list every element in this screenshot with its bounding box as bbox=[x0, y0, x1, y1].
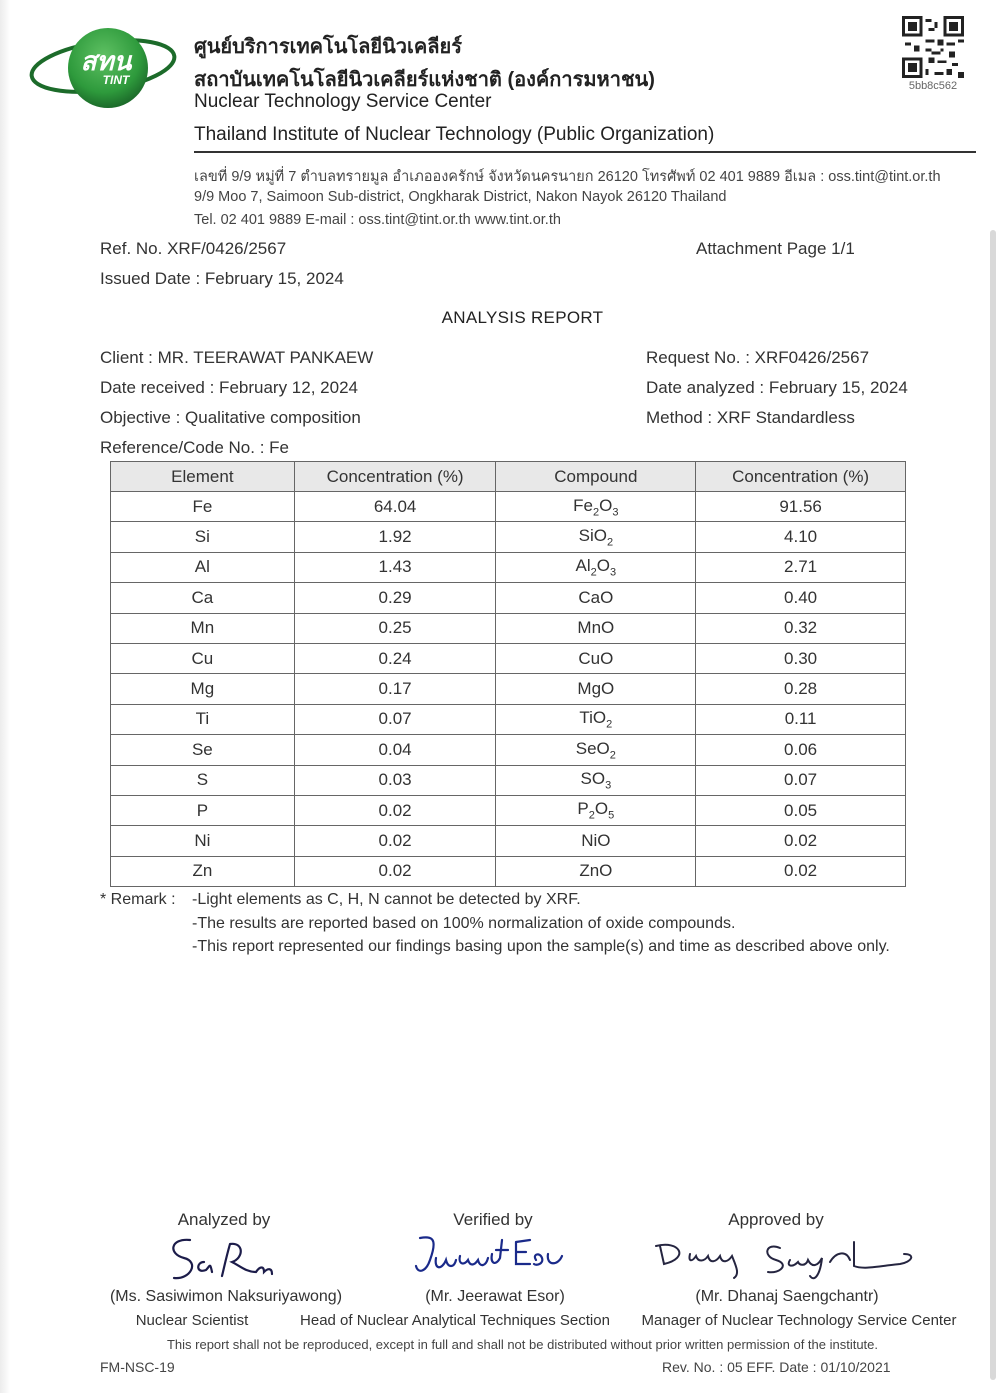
compound-cell bbox=[496, 735, 696, 765]
element-concentration-cell: 0.17 bbox=[294, 674, 496, 704]
table-row bbox=[111, 704, 906, 734]
compound-concentration-cell: 4.10 bbox=[696, 522, 906, 552]
element-cell: Fe bbox=[111, 492, 295, 522]
compound-concentration-cell: 0.05 bbox=[696, 795, 906, 825]
address-english: 9/9 Moo 7, Saimoon Sub-district, Ongkharak District, Nakon Nayok 26120 Thailand bbox=[194, 189, 727, 205]
compound-cell bbox=[496, 492, 696, 522]
compound-subscript: 2 bbox=[606, 718, 613, 731]
compound-cell bbox=[496, 856, 696, 886]
compound-formula-part: MgO bbox=[577, 679, 615, 699]
compound-formula-part: TiO bbox=[579, 708, 607, 728]
element-concentration-cell: 1.43 bbox=[294, 552, 496, 582]
compound-formula-part: CuO bbox=[578, 648, 614, 668]
element-cell: Al bbox=[111, 552, 295, 582]
table-row bbox=[111, 674, 906, 704]
compound-concentration-cell: 0.02 bbox=[696, 826, 906, 856]
reference-number: Ref. No. XRF/0426/2567 bbox=[100, 239, 287, 258]
compound-concentration-cell: 0.28 bbox=[696, 674, 906, 704]
signature-stroke bbox=[416, 1237, 562, 1270]
element-cell: Si bbox=[111, 522, 295, 552]
column-header-compound-concentration: Concentration (%) bbox=[696, 462, 906, 492]
element-concentration-cell: 0.02 bbox=[294, 856, 496, 886]
page-edge-shadow bbox=[0, 0, 10, 1393]
remark-item: -Light elements as C, H, N cannot be detected by XRF. bbox=[192, 891, 581, 908]
compound-cell bbox=[496, 643, 696, 673]
compound-formula-part: CaO bbox=[578, 587, 614, 607]
objective: Objective : Qualitative composition bbox=[100, 408, 361, 427]
column-header-element: Element bbox=[111, 462, 295, 492]
reproduction-notice: This report shall not be reproduced, except in full and shall not be distributed without prior written permission of the institute. bbox=[166, 1337, 879, 1352]
analyzed-by-title: Nuclear Scientist bbox=[135, 1312, 249, 1329]
compound-cell bbox=[496, 583, 696, 613]
compound-formula-part: P bbox=[577, 799, 589, 819]
compound-formula-part: O bbox=[599, 495, 613, 515]
contact-info: Tel. 02 401 9889 E-mail : oss.tint@tint.or.th www.tint.or.th bbox=[194, 212, 561, 228]
compound-subscript: 3 bbox=[612, 505, 619, 518]
address-thai: เลขที่ 9/9 หมู่ที่ 7 ตำบลทรายมูล อำเภอองครักษ์ จังหวัดนครนายก 26120 โทรศัพท์ 02 401 9889 อีเมล : oss.tint@tint.or.th bbox=[194, 169, 941, 185]
table-row bbox=[111, 826, 906, 856]
signature-stroke bbox=[173, 1240, 272, 1278]
table-row bbox=[111, 613, 906, 643]
element-cell: Ti bbox=[111, 704, 295, 734]
table-row bbox=[111, 492, 906, 522]
compound-subscript: 2 bbox=[593, 505, 600, 518]
element-concentration-cell: 0.02 bbox=[294, 795, 496, 825]
compound-concentration-cell: 2.71 bbox=[696, 552, 906, 582]
date-analyzed: Date analyzed : February 15, 2024 bbox=[646, 378, 908, 397]
compound-subscript: 2 bbox=[590, 566, 597, 579]
client: Client : MR. TEERAWAT PANKAEW bbox=[100, 348, 374, 367]
element-cell: S bbox=[111, 765, 295, 795]
compound-subscript: 3 bbox=[610, 566, 617, 579]
element-concentration-cell: 0.29 bbox=[294, 583, 496, 613]
issued-date: Issued Date : February 15, 2024 bbox=[100, 269, 344, 288]
compound-formula-part: SO bbox=[580, 769, 606, 789]
signature-analyzed-by bbox=[160, 1232, 290, 1287]
compound-concentration-cell: 0.06 bbox=[696, 735, 906, 765]
signature-verified-by bbox=[412, 1230, 572, 1285]
table-row bbox=[111, 856, 906, 886]
element-cell: Ni bbox=[111, 826, 295, 856]
remark-item: -The results are reported based on 100% normalization of oxide compounds. bbox=[192, 915, 736, 932]
compound-cell bbox=[496, 613, 696, 643]
element-cell: Mn bbox=[111, 613, 295, 643]
date-received: Date received : February 12, 2024 bbox=[100, 378, 358, 397]
qr-code-icon bbox=[902, 16, 964, 78]
org-thai-line1: ศูนย์บริการเทคโนโลยีนิวเคลียร์ bbox=[194, 36, 462, 58]
compound-formula-part: O bbox=[596, 556, 611, 576]
element-concentration-cell: 0.24 bbox=[294, 643, 496, 673]
compound-subscript: 3 bbox=[605, 779, 612, 792]
table-row bbox=[111, 522, 906, 552]
compound-subscript: 2 bbox=[588, 809, 595, 822]
element-concentration-cell: 0.02 bbox=[294, 826, 496, 856]
element-cell: P bbox=[111, 795, 295, 825]
org-english-line2: Thailand Institute of Nuclear Technology (Public Organization) bbox=[194, 124, 715, 145]
table-row bbox=[111, 735, 906, 765]
compound-concentration-cell: 0.07 bbox=[696, 765, 906, 795]
element-concentration-cell: 0.25 bbox=[294, 613, 496, 643]
element-concentration-cell: 64.04 bbox=[294, 492, 496, 522]
signature-stroke bbox=[656, 1242, 911, 1278]
element-concentration-cell: 1.92 bbox=[294, 522, 496, 552]
compound-concentration-cell: 91.56 bbox=[696, 492, 906, 522]
remark-label: * Remark : bbox=[100, 891, 176, 908]
qr-code-id: 5bb8c562 bbox=[908, 80, 958, 92]
logo-main-text: สทน bbox=[80, 46, 132, 76]
scrollbar[interactable] bbox=[990, 230, 996, 1380]
revision-info: Rev. No. : 05 EFF. Date : 01/10/2021 bbox=[662, 1359, 891, 1375]
compound-subscript: 2 bbox=[606, 536, 614, 549]
table-row bbox=[111, 765, 906, 795]
analyzed-by-label: Analyzed by bbox=[177, 1210, 271, 1229]
compound-subscript: 2 bbox=[609, 749, 616, 762]
compound-cell bbox=[496, 522, 696, 552]
compound-cell bbox=[496, 674, 696, 704]
request-number: Request No. : XRF0426/2567 bbox=[646, 348, 870, 367]
element-cell: Se bbox=[111, 735, 295, 765]
table-row bbox=[111, 795, 906, 825]
compound-formula-part: Fe bbox=[573, 495, 594, 515]
compound-formula-part: O bbox=[594, 799, 609, 819]
compound-formula-part: MnO bbox=[577, 618, 615, 638]
verified-by-name: (Mr. Jeerawat Esor) bbox=[425, 1288, 565, 1305]
compound-subscript: 5 bbox=[608, 809, 615, 822]
element-cell: Mg bbox=[111, 674, 295, 704]
method: Method : XRF Standardless bbox=[646, 408, 855, 427]
tint-logo bbox=[28, 18, 178, 118]
element-concentration-cell: 0.03 bbox=[294, 765, 496, 795]
element-concentration-cell: 0.07 bbox=[294, 704, 496, 734]
attachment-page: Attachment Page 1/1 bbox=[696, 239, 855, 258]
compound-concentration-cell: 0.30 bbox=[696, 643, 906, 673]
header-divider bbox=[194, 151, 976, 153]
verified-by-label: Verified by bbox=[453, 1210, 533, 1229]
compound-formula-part: Al bbox=[575, 556, 591, 576]
approved-by-label: Approved by bbox=[728, 1210, 824, 1229]
compound-formula-part: NiO bbox=[581, 830, 611, 850]
analyzed-by-name: (Ms. Sasiwimon Naksuriyawong) bbox=[109, 1288, 343, 1305]
compound-cell bbox=[496, 826, 696, 856]
compound-concentration-cell: 0.32 bbox=[696, 613, 906, 643]
form-code: FM-NSC-19 bbox=[100, 1359, 175, 1375]
signature-approved-by bbox=[650, 1236, 920, 1284]
compound-cell bbox=[496, 795, 696, 825]
table-row bbox=[111, 643, 906, 673]
compound-cell bbox=[496, 765, 696, 795]
remark-item: -This report represented our findings basing upon the sample(s) and time as described above only. bbox=[192, 938, 890, 955]
element-cell: Cu bbox=[111, 643, 295, 673]
column-header-element-concentration: Concentration (%) bbox=[294, 462, 496, 492]
compound-formula-part: SiO bbox=[578, 525, 607, 545]
compound-cell bbox=[496, 552, 696, 582]
table-header-row bbox=[111, 462, 906, 492]
report-title: ANALYSIS REPORT bbox=[441, 308, 604, 327]
compound-formula-part: ZnO bbox=[579, 861, 613, 881]
compound-cell bbox=[496, 704, 696, 734]
compound-formula-part: SeO bbox=[575, 738, 610, 758]
element-concentration-cell: 0.04 bbox=[294, 735, 496, 765]
reference-code: Reference/Code No. : Fe bbox=[100, 438, 289, 457]
compound-concentration-cell: 0.40 bbox=[696, 583, 906, 613]
element-cell: Zn bbox=[111, 856, 295, 886]
compound-concentration-cell: 0.11 bbox=[696, 704, 906, 734]
org-thai-line2: สถาบันเทคโนโลยีนิวเคลียร์แห่งชาติ (องค์การมหาชน) bbox=[194, 69, 655, 91]
approved-by-title: Manager of Nuclear Technology Service Center bbox=[641, 1312, 957, 1329]
approved-by-name: (Mr. Dhanaj Saengchantr) bbox=[695, 1288, 879, 1305]
logo-sub-text: TINT bbox=[102, 73, 130, 87]
verified-by-title: Head of Nuclear Analytical Techniques Section bbox=[300, 1312, 610, 1329]
element-cell: Ca bbox=[111, 583, 295, 613]
table-row bbox=[111, 552, 906, 582]
results-table bbox=[110, 461, 906, 887]
compound-concentration-cell: 0.02 bbox=[696, 856, 906, 886]
org-english-line1: Nuclear Technology Service Center bbox=[194, 91, 492, 112]
table-row bbox=[111, 583, 906, 613]
column-header-compound: Compound bbox=[496, 462, 696, 492]
